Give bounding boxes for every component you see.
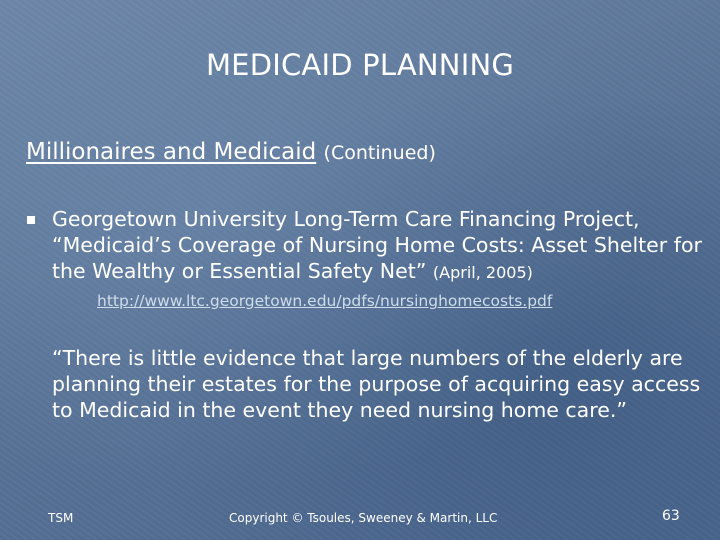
citation-date: (April, 2005) [432, 263, 533, 282]
footer-copyright: Copyright © Tsoules, Sweeney & Martin, LLC [229, 511, 498, 525]
section-heading-sub: (Continued) [323, 142, 436, 164]
quote-text: “There is little evidence that large numbers of the elderly are planning their estates for the purpose of acquiring easy access to Medicaid in the event they need nursing home care.” [52, 346, 701, 422]
section-heading-main: Millionaires and Medicaid [26, 139, 317, 165]
slide-title: MEDICAID PLANNING [205, 48, 515, 82]
citation-text [52, 206, 712, 286]
source-link[interactable]: http://www.ltc.georgetown.edu/pdfs/nursinghomecosts.pdf [97, 292, 553, 310]
square-bullet-icon [27, 216, 35, 224]
footer-left: TSM [48, 511, 74, 525]
page-number: 63 [662, 508, 680, 524]
section-heading [26, 139, 436, 165]
citation-body: Georgetown University Long-Term Care Financing Project, “Medicaid’s Coverage of Nursing Home Costs: Asset Shelter for the Wealthy or Essential Safety Net” [52, 207, 702, 283]
